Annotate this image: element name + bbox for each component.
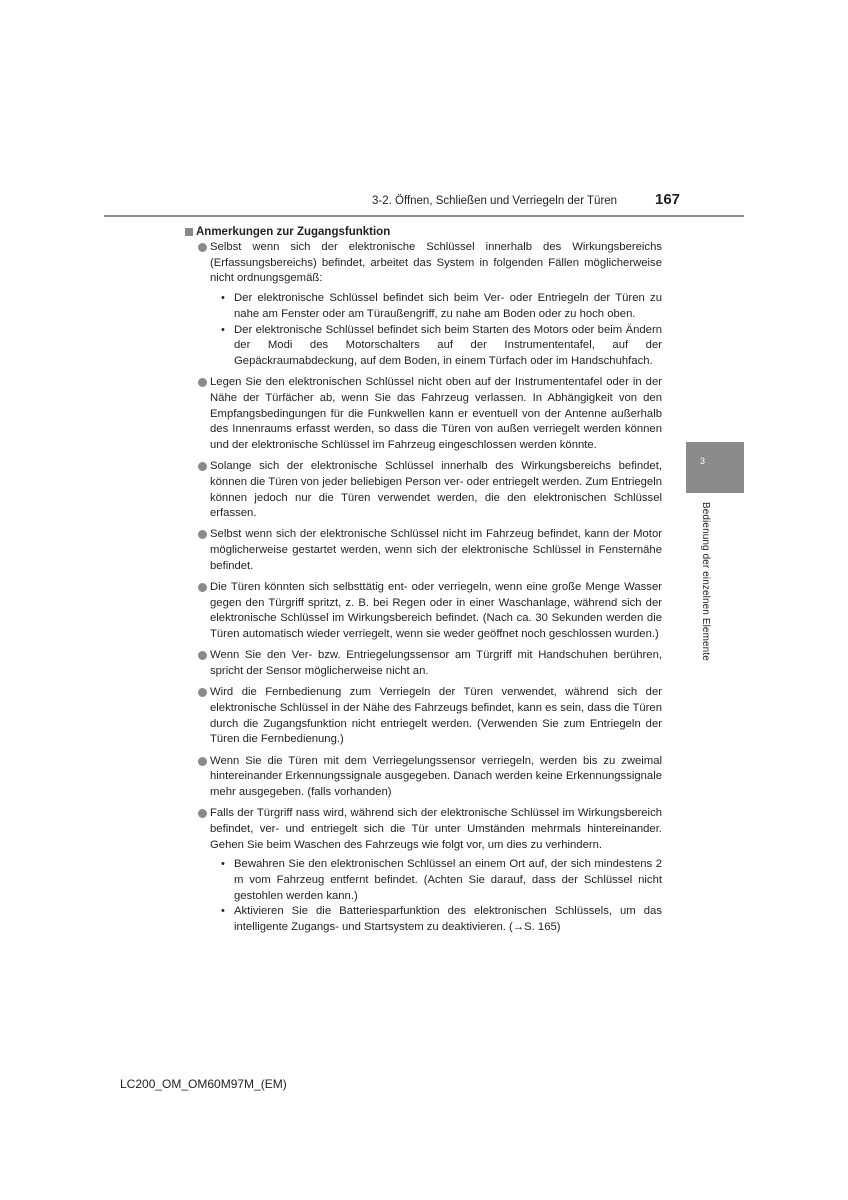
document-code: LC200_OM_OM60M97M_(EM) [120, 1077, 287, 1091]
small-bullet-icon: • [221, 323, 225, 336]
list-item [198, 648, 662, 679]
header-divider [104, 215, 744, 217]
circle-bullet-icon [198, 583, 207, 592]
small-bullet-icon: • [221, 905, 225, 918]
chapter-tab [686, 442, 744, 493]
circle-bullet-icon [198, 378, 207, 387]
circle-bullet-icon [198, 243, 207, 252]
circle-bullet-icon [198, 757, 207, 766]
sub-list-item [210, 291, 662, 322]
list-item [198, 375, 662, 454]
square-bullet-icon [185, 228, 193, 236]
list-item-text: Legen Sie den elektronischen Schlüssel nicht oben auf der Instrumententafel oder in der Nähe der Türfächer ab, wenn Sie das Fahrzeug verlassen. In Abhängigkeit von den Empfangsbedingungen für die Funkwellen kann er eventuell von der Antenne außerhalb des Innenraums erfasst werden, so dass die Türen von außen verriegelt werden können und der elektronische Schlüssel im Fahrzeug eingeschlossen werden könnte. [210, 376, 662, 451]
list-item [198, 754, 662, 801]
small-bullet-icon: • [221, 858, 225, 871]
sub-list-item [210, 904, 662, 935]
section-heading [185, 226, 390, 238]
sub-list-item [210, 857, 662, 904]
list-item-text: Falls der Türgriff nass wird, während sich der elektronische Schlüssel im Wirkungsbereich befindet, ver- und entriegelt sich die Tür unter Umständen mehrmals hintereinander. Gehen Sie beim Waschen des Fahrzeugs wie folgt vor, um dies zu verhindern. [210, 807, 662, 851]
list-item-text: Wird die Fernbedienung zum Verriegeln der Türen verwendet, während sich der elektronische Schlüssel in der Nähe des Fahrzeugs befindet, kann es sein, dass die Türen durch die Zugangsfunktion nicht entriegelt werden. (Verwenden Sie zum Entriegeln der Türen die Fernbedienung.) [210, 686, 662, 746]
chapter-number: 3 [700, 456, 706, 466]
sub-list-item [210, 323, 662, 370]
sub-list-item-text: Der elektronische Schlüssel befindet sich beim Starten des Motors oder beim Ändern der Modi des Motorschalters auf der Instrumententafel, auf der Gepäckraumabdeckung, auf dem Boden, in einem Türfach oder im Handschuhfach. [234, 323, 662, 367]
section-heading-text: Anmerkungen zur Zugangsfunktion [196, 226, 391, 238]
list-item [198, 685, 662, 748]
sub-list-item-text: Der elektronische Schlüssel befindet sich beim Ver- oder Entriegeln der Türen zu nahe am Fenster oder am Türaußengriff, zu nahe am Boden oder zu hoch oben. [234, 292, 662, 320]
page-number: 167 [655, 191, 681, 208]
circle-bullet-icon [198, 462, 207, 471]
list-item-text: Wenn Sie die Türen mit dem Verriegelungssensor verriegeln, werden bis zu zweimal hintereinander Erkennungssignale ausgegeben. Danach werden keine Erkennungssignale mehr ausgegeben. (falls vorhanden) [210, 754, 662, 798]
circle-bullet-icon [198, 688, 207, 697]
list-item-text: Wenn Sie den Ver- bzw. Entriegelungssensor am Türgriff mit Handschuhen berühren, spricht der Sensor möglicherweise nicht an. [210, 649, 662, 678]
small-bullet-icon: • [221, 292, 225, 305]
sub-list-item-text: Aktivieren Sie die Batteriesparfunktion des elektronischen Schlüssels, um das intelligente Zugangs- und Startsystem zu deaktivieren. (→S. 165) [234, 905, 662, 934]
chapter-label: Bedienung der einzelnen Elemente [700, 502, 711, 661]
sub-list [210, 857, 662, 936]
sub-list [210, 291, 662, 370]
list-item [198, 459, 662, 522]
running-header-title: 3-2. Öffnen, Schließen und Verriegeln der Türen [372, 195, 618, 207]
list-item [198, 580, 662, 643]
list-item [198, 240, 662, 370]
list-item-text: Selbst wenn sich der elektronische Schlüssel innerhalb des Wirkungsbereichs (Erfassungsbereichs) befindet, arbeitet das System in folgenden Fällen möglicherweise nicht ordnungsgemäß: [210, 241, 662, 285]
sub-list-item-text: Bewahren Sie den elektronischen Schlüssel an einem Ort auf, der sich mindestens 2 m vom Fahrzeug entfernt befindet. (Achten Sie darauf, dass der Schlüssel nicht gestohlen werden kann.) [234, 858, 662, 902]
list-item-text: Solange sich der elektronische Schlüssel innerhalb des Wirkungsbereichs befindet, können die Türen von jeder beliebigen Person ver- oder entriegelt werden. Zum Entriegeln können jedoch nur die Türen verwendet werden, die den elektronischen Schlüssel erfassen. [210, 460, 662, 520]
circle-bullet-icon [198, 530, 207, 539]
list-item [198, 527, 662, 574]
circle-bullet-icon [198, 809, 207, 818]
circle-bullet-icon [198, 651, 207, 660]
list-item-text: Selbst wenn sich der elektronische Schlüssel nicht im Fahrzeug befindet, kann der Motor möglicherweise gestartet werden, wenn sich der elektronische Schlüssel in Fensternähe befindet. [210, 528, 662, 572]
list-item-text: Die Türen könnten sich selbsttätig ent- oder verriegeln, wenn eine große Menge Wasser gegen den Türgriff spritzt, z. B. bei Regen oder in einer Waschanlage, während sich der elektronische Schlüssel im Wirkungsbereich befindet. (Nach ca. 30 Sekunden werden die Türen automatisch wieder verriegelt, wenn sie weder geöffnet noch geschlossen wurden.) [210, 581, 662, 641]
list-item [198, 806, 662, 936]
section-body [198, 240, 662, 941]
